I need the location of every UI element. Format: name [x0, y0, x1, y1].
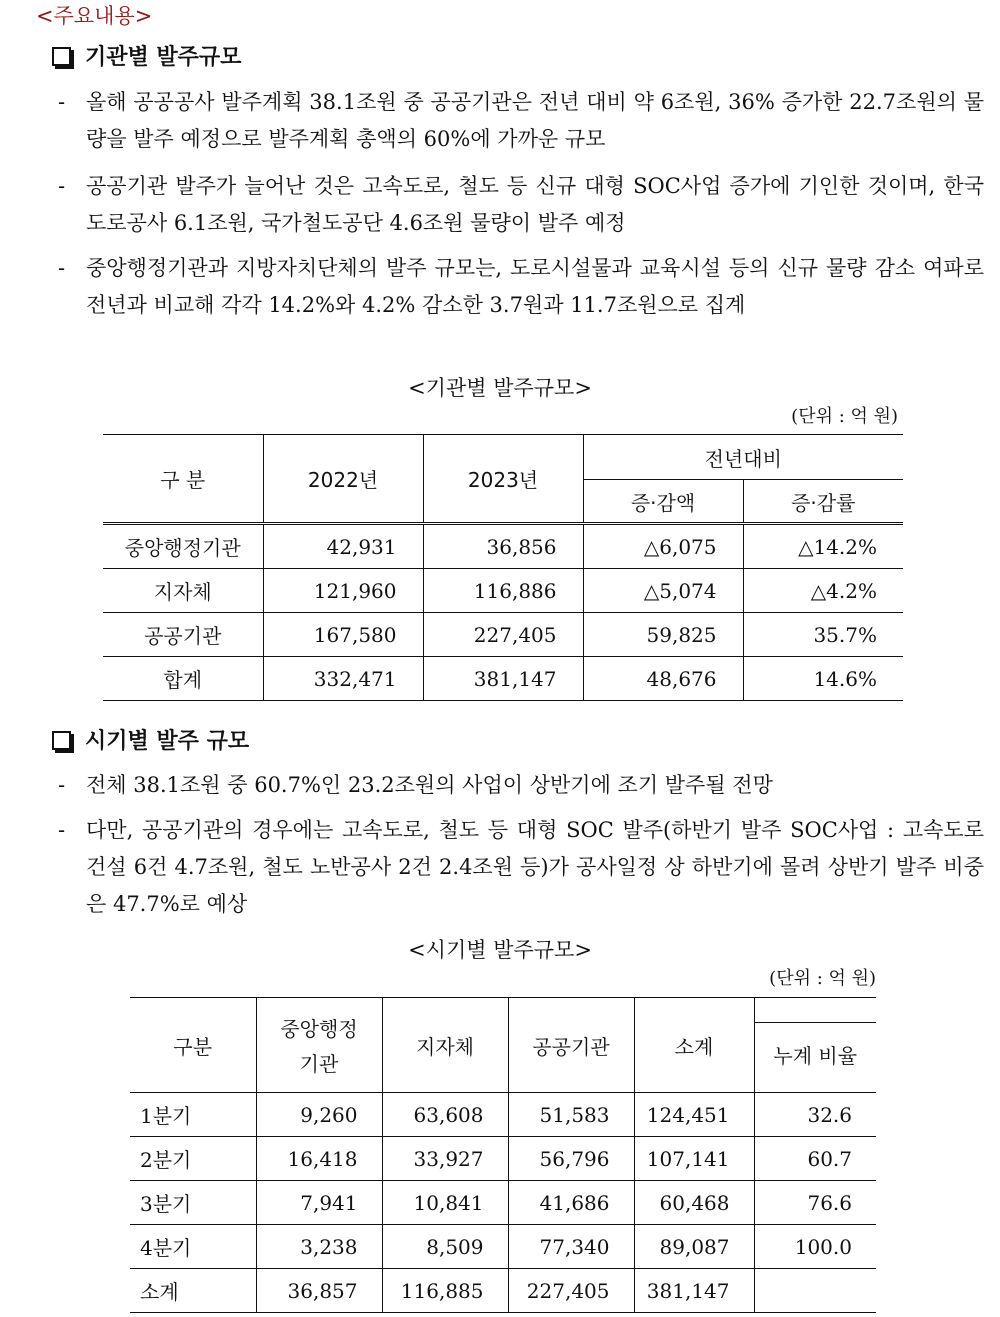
square-bullet-icon	[52, 47, 71, 66]
header-2022: 2022년	[263, 435, 423, 524]
row-period: 4분기	[130, 1225, 256, 1269]
quarterly-order-table	[130, 997, 876, 1313]
row-name: 합계	[103, 657, 263, 701]
header-public: 공공기관	[508, 998, 634, 1093]
section2-bullet-2	[58, 812, 984, 923]
cell-cumulative: 100.0	[754, 1225, 876, 1269]
table-row	[103, 524, 903, 569]
cell-subtotal: 89,087	[634, 1225, 754, 1269]
cell-2023: 381,147	[423, 657, 583, 701]
section1-table-caption: <기관별 발주규모>	[408, 376, 592, 400]
cell-public: 77,340	[508, 1225, 634, 1269]
cell-2023: 116,886	[423, 569, 583, 613]
cell-rate: △14.2%	[743, 524, 903, 569]
section1-bullet-1	[58, 84, 984, 158]
section1-bullet-2	[58, 168, 984, 242]
agency-order-table	[103, 434, 903, 701]
table-row	[130, 1137, 876, 1181]
table-row	[103, 613, 903, 657]
table-row	[130, 1225, 876, 1269]
section2-unit: (단위 : 억 원)	[769, 968, 876, 989]
section2-title-text: 시기별 발주 규모	[85, 729, 250, 754]
cell-public: 51,583	[508, 1093, 634, 1137]
header-cumulative-text: 누계 비율	[773, 1044, 858, 1068]
cell-central: 9,260	[256, 1093, 382, 1137]
cell-local: 33,927	[382, 1137, 508, 1181]
table-row	[130, 1093, 876, 1137]
cell-cumulative: 60.7	[754, 1137, 876, 1181]
table-row	[103, 657, 903, 701]
section1-bullet-3	[58, 250, 984, 324]
cell-cumulative	[754, 1269, 876, 1313]
cell-2022: 332,471	[263, 657, 423, 701]
row-period: 2분기	[130, 1137, 256, 1181]
header-yoy: 전년대비	[583, 435, 903, 480]
section2-table-caption: <시기별 발주규모>	[408, 938, 592, 962]
header-period: 구분	[130, 998, 256, 1093]
cell-local: 8,509	[382, 1225, 508, 1269]
bullet-text: 중앙행정기관과 지방자치단체의 발주 규모는, 도로시설물과 교육시설 등의 신규 물량 감소 여파로 전년과 비교해 각각 14.2%와 4.2% 감소한 3.7원과 11.7조원으로 집계	[86, 256, 984, 317]
cell-central: 36,857	[256, 1269, 382, 1313]
bullet-text: 공공기관 발주가 늘어난 것은 고속도로, 철도 등 신규 대형 SOC사업 증가에 기인한 것이며, 한국도로공사 6.1조원, 국가철도공단 4.6조원 물량이 발주 예정	[86, 174, 984, 235]
table-header-row	[130, 998, 876, 1093]
header-rate: 증·감률	[743, 480, 903, 524]
row-name: 지자체	[103, 569, 263, 613]
row-period: 3분기	[130, 1181, 256, 1225]
cell-rate: △4.2%	[743, 569, 903, 613]
row-name: 공공기관	[103, 613, 263, 657]
header-cumulative-ratio	[754, 998, 876, 1093]
dash-bullet-icon: -	[58, 174, 66, 198]
table-row	[103, 569, 903, 613]
header-divider	[755, 1022, 877, 1023]
cell-2022: 167,580	[263, 613, 423, 657]
header-label: <주요내용>	[36, 4, 153, 28]
row-period: 1분기	[130, 1093, 256, 1137]
cell-local: 10,841	[382, 1181, 508, 1225]
bullet-text: 올해 공공공사 발주계획 38.1조원 중 공공기관은 전년 대비 약 6조원, 36% 증가한 22.7조원의 물량을 발주 예정으로 발주계획 총액의 60%에 가까운 규모	[86, 90, 984, 151]
dash-bullet-icon: -	[58, 90, 66, 114]
cell-2022: 42,931	[263, 524, 423, 569]
bullet-text: 전체 38.1조원 중 60.7%인 23.2조원의 사업이 상반기에 조기 발주될 전망	[86, 773, 773, 797]
section2-bullet-1	[58, 767, 984, 804]
header-category: 구 분	[103, 435, 263, 524]
header-subtotal: 소계	[634, 998, 754, 1093]
section1-title	[52, 40, 241, 71]
header-central-line2: 기관	[299, 1052, 339, 1076]
header-change: 증·감액	[583, 480, 743, 524]
row-period: 소계	[130, 1269, 256, 1313]
cell-central: 7,941	[256, 1181, 382, 1225]
table-row	[130, 1181, 876, 1225]
bullet-text: 다만, 공공기관의 경우에는 고속도로, 철도 등 대형 SOC 발주(하반기 발주 SOC사업 : 고속도로 건설 6건 4.7조원, 철도 노반공사 2건 2.4조원 등)가 공사일정 상 하반기에 몰려 상반기 발주 비중은 47.7%로 예상	[86, 818, 984, 916]
dash-bullet-icon: -	[58, 773, 66, 797]
cell-rate: 35.7%	[743, 613, 903, 657]
cell-2023: 36,856	[423, 524, 583, 569]
cell-change: 59,825	[583, 613, 743, 657]
table-row	[130, 1269, 876, 1313]
cell-change: △5,074	[583, 569, 743, 613]
cell-central: 3,238	[256, 1225, 382, 1269]
section2-title	[52, 724, 249, 755]
header-2023: 2023년	[423, 435, 583, 524]
cell-public: 227,405	[508, 1269, 634, 1313]
cell-2022: 121,960	[263, 569, 423, 613]
cell-public: 41,686	[508, 1181, 634, 1225]
row-name: 중앙행정기관	[103, 524, 263, 569]
cell-change: 48,676	[583, 657, 743, 701]
dash-bullet-icon: -	[58, 818, 66, 842]
cell-subtotal: 124,451	[634, 1093, 754, 1137]
cell-cumulative: 32.6	[754, 1093, 876, 1137]
header-central	[256, 998, 382, 1093]
cell-cumulative: 76.6	[754, 1181, 876, 1225]
section1-title-text: 기관별 발주규모	[85, 45, 242, 70]
section1-unit: (단위 : 억 원)	[791, 406, 898, 427]
cell-subtotal: 60,468	[634, 1181, 754, 1225]
table-header-row	[103, 435, 903, 480]
square-bullet-icon	[52, 731, 71, 750]
cell-local: 116,885	[382, 1269, 508, 1313]
header-local: 지자체	[382, 998, 508, 1093]
cell-subtotal: 381,147	[634, 1269, 754, 1313]
cell-change: △6,075	[583, 524, 743, 569]
cell-rate: 14.6%	[743, 657, 903, 701]
header-central-line1: 중앙행정	[280, 1017, 358, 1041]
cell-public: 56,796	[508, 1137, 634, 1181]
cell-central: 16,418	[256, 1137, 382, 1181]
cell-2023: 227,405	[423, 613, 583, 657]
dash-bullet-icon: -	[58, 256, 66, 280]
cell-subtotal: 107,141	[634, 1137, 754, 1181]
cell-local: 63,608	[382, 1093, 508, 1137]
